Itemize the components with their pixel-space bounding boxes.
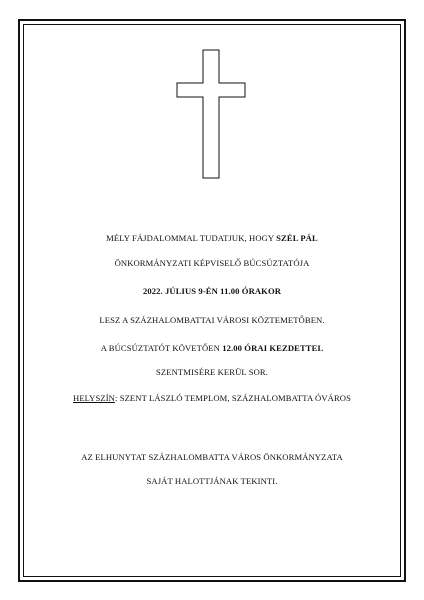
council-text: AZ ELHUNYTAT SZÁZHALOMBATTA VÁROS ÖNKORMÁNYZATA	[81, 452, 343, 462]
mass-intro-text: A BÚCSÚZTATÓT KÖVETŐEN	[100, 343, 223, 353]
mass-time-line	[23, 343, 401, 353]
ceremony-date: 2022. JÚLIUS 9-ÉN 11.00 ÓRAKOR	[142, 286, 282, 296]
honorary-text: SAJÁT HALOTTJÁNAK TEKINTI.	[146, 476, 278, 486]
honorary-line	[23, 476, 401, 486]
role-line	[23, 258, 401, 268]
location-line	[23, 315, 401, 325]
announcement-text: MÉLY FÁJDALOMMAL TUDATJUK, HOGY	[106, 233, 277, 243]
cemetery-text: LESZ A SZÁZHALOMBATTAI VÁROSI KÖZTEMETŐBEN.	[99, 315, 325, 325]
date-line	[23, 286, 401, 296]
council-line	[23, 452, 401, 462]
announcement-line	[23, 233, 401, 243]
notice-text	[23, 0, 401, 600]
venue-line	[23, 393, 401, 403]
venue-label: HELYSZÍN	[73, 393, 115, 403]
mass-line	[23, 367, 401, 377]
mass-text: SZENTMISÉRE KERÜL SOR.	[156, 367, 268, 377]
mass-time: 12.00 ÓRAI KEZDETTEL	[222, 343, 324, 353]
venue-text: : SZENT LÁSZLÓ TEMPLOM, SZÁZHALOMBATTA ÓVÁROS	[114, 393, 351, 403]
deceased-name: SZÉL PÁL	[276, 233, 318, 243]
role-text: ÖNKORMÁNYZATI KÉPVISELŐ BÚCSÚZTATÓJA	[114, 258, 310, 268]
